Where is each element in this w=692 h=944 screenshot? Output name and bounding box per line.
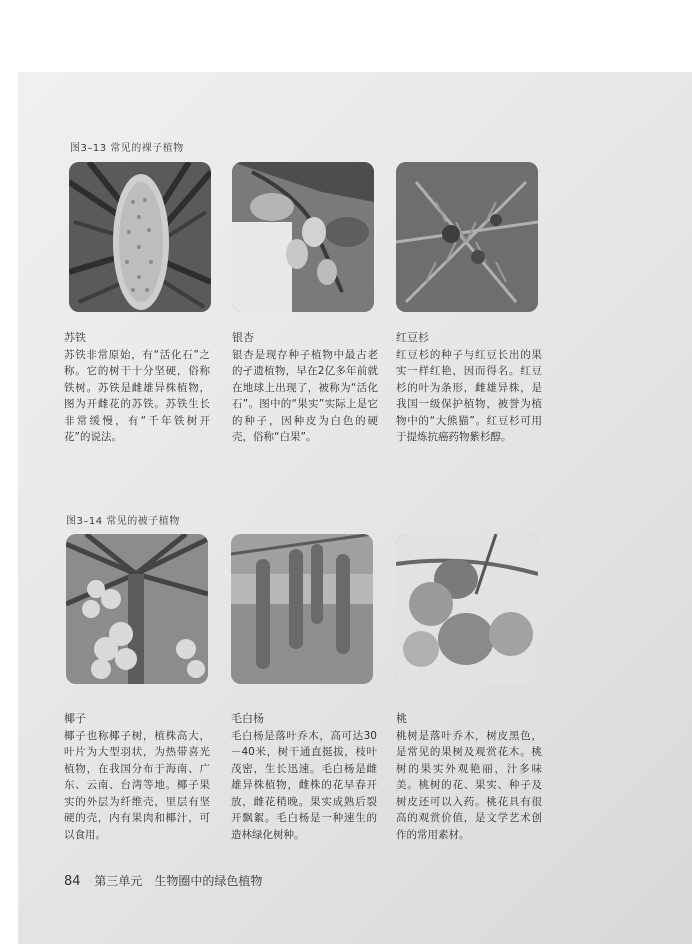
description-peach bbox=[396, 711, 542, 843]
plant-description: 苏铁非常原始，有“活化石”之称。它的树干十分坚硬，俗称铁树。苏铁是雌雄异株植物，图为开雌花的苏铁。苏铁生长非常缓慢，有“千年铁树开花”的说法。 bbox=[64, 348, 210, 443]
plant-description: 毛白杨是落叶乔木，高可达30－40米，树干通直挺拔，枝叶茂密，生长迅速。毛白杨是雌雄异株植物，雌株的花早春开放，雌花稍晚。果实成熟后裂开飘絮。毛白杨是一种速生的造林绿化树种。 bbox=[231, 729, 377, 841]
figure-caption-angiosperms: 图3–14 常见的被子植物 bbox=[66, 516, 180, 527]
plant-description: 红豆杉的种子与红豆长出的果实一样红艳，因而得名。红豆杉的叶为条形，雌雄异株，是我国一级保护植物，被誉为植物中的“大熊猫”。红豆杉可用于提炼抗癌药物紫杉醇。 bbox=[396, 348, 542, 443]
plant-name: 桃 bbox=[396, 712, 407, 725]
photo-peach bbox=[396, 534, 538, 684]
description-ginkgo bbox=[232, 330, 378, 446]
figure-caption-gymnosperms: 图3–13 常见的裸子植物 bbox=[70, 143, 184, 154]
plant-description: 银杏是现存种子植物中最古老的孑遗植物，早在2亿多年前就在地球上出现了，被称为“活化石”。图中的“果实”实际上是它的种子，因种皮为白色的硬壳，俗称“白果”。 bbox=[232, 348, 378, 443]
plant-name: 苏铁 bbox=[64, 331, 86, 344]
photo-ginkgo bbox=[232, 162, 374, 312]
photo-yew bbox=[396, 162, 538, 312]
description-poplar bbox=[231, 711, 377, 843]
description-cycad bbox=[64, 330, 210, 446]
description-yew bbox=[396, 330, 542, 446]
page-number: 84 bbox=[64, 874, 81, 889]
plant-name: 椰子 bbox=[64, 712, 86, 725]
plant-name: 银杏 bbox=[232, 331, 254, 344]
photo-coconut bbox=[66, 534, 208, 684]
plant-description: 椰子也称椰子树，植株高大，叶片为大型羽状，为热带喜光植物，在我国分布于海南、广东、云南、台湾等地。椰子果实的外层为纤维壳，里层有坚硬的壳，内有果肉和椰汁，可以食用。 bbox=[64, 729, 210, 841]
description-coconut bbox=[64, 711, 210, 843]
photo-cycad bbox=[69, 162, 211, 312]
unit-title: 第三单元 生物圈中的绿色植物 bbox=[94, 874, 263, 888]
plant-name: 毛白杨 bbox=[231, 712, 264, 725]
page-footer bbox=[64, 872, 262, 889]
photo-poplar bbox=[231, 534, 373, 684]
plant-name: 红豆杉 bbox=[396, 331, 429, 344]
plant-description: 桃树是落叶乔木，树皮黑色，是常见的果树及观赏花木。桃树的果实外观艳丽，汁多味美。桃树的花、果实、种子及树皮还可以入药。桃花具有很高的观赏价值，是文学艺术创作的常用素材。 bbox=[396, 729, 542, 841]
